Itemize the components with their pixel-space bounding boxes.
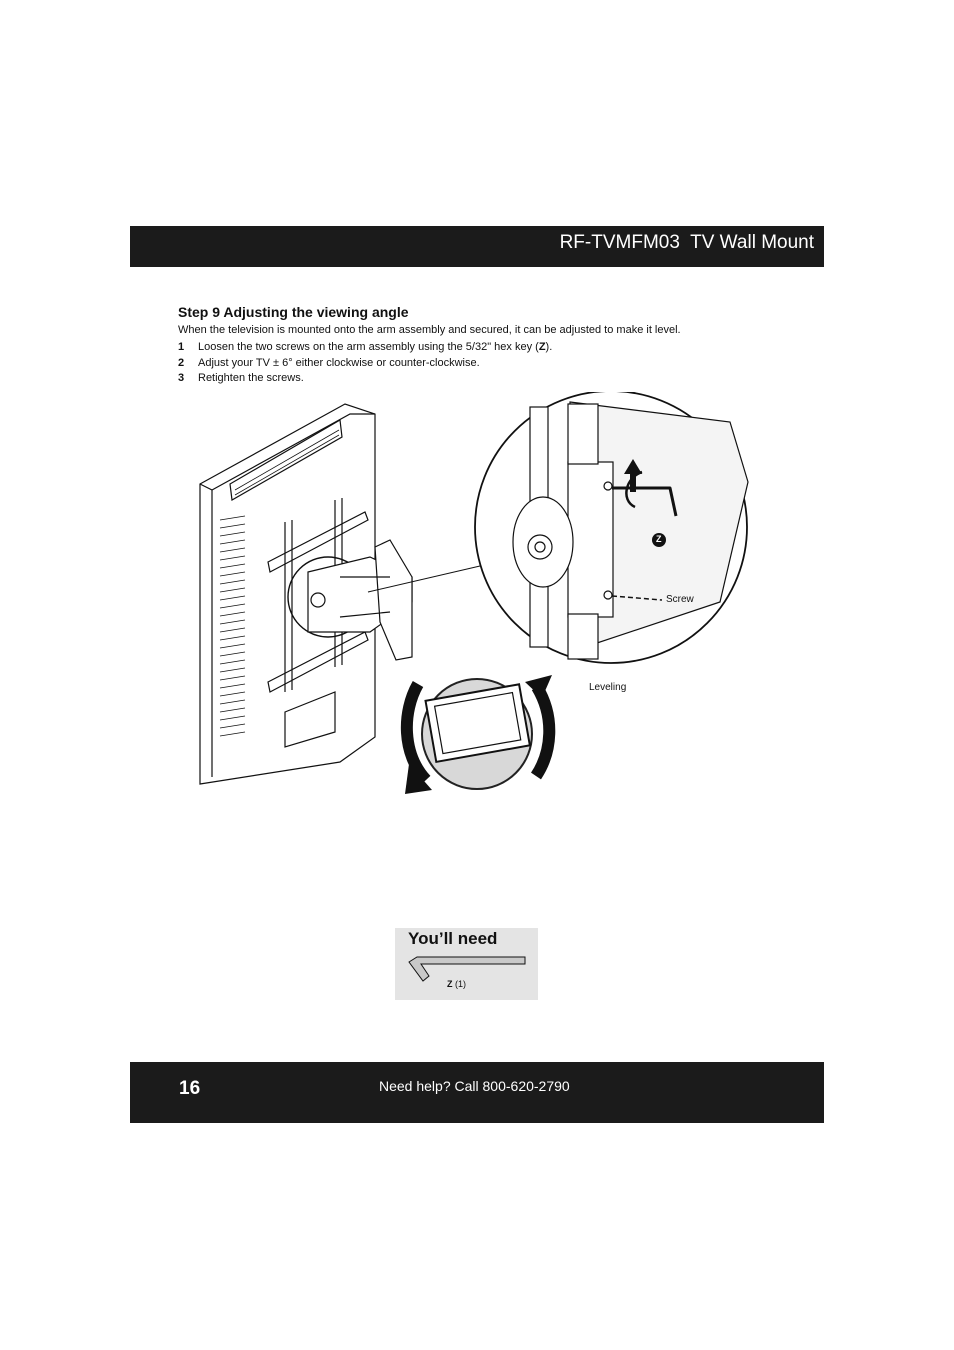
step-title: Step 9 Adjusting the viewing angle: [178, 304, 409, 320]
footer-bar: [130, 1062, 824, 1123]
mount-illustration: [190, 392, 765, 797]
step-number: 1: [178, 341, 185, 353]
callout-z-label: Z: [656, 534, 662, 544]
page-number: 16: [179, 1078, 201, 1099]
help-text: Need help? Call 800-620-2790: [379, 1078, 570, 1094]
step-text-part: ).: [545, 341, 553, 353]
zoom-detail: [475, 392, 748, 663]
hex-key-icon: [407, 954, 527, 984]
step-text-part: Loosen the two screws on the arm assembly using the 5/32" hex key (: [198, 341, 539, 353]
youll-need-box: [395, 928, 538, 1000]
leveling-label: Leveling: [589, 682, 627, 693]
step-number: 3: [178, 372, 185, 384]
youll-need-title: You’ll need: [408, 929, 498, 948]
item-qty: (1): [455, 979, 467, 989]
hex-key-ref: Z: [538, 341, 546, 353]
item-key: Z: [447, 979, 453, 989]
step-text: Retighten the screws.: [198, 372, 304, 384]
screw-label: Screw: [666, 594, 694, 605]
leveling-icon: [405, 675, 552, 794]
step-number: 2: [178, 356, 185, 369]
youll-need-item: [447, 979, 466, 989]
page-title: RF-TVMFM03 TV Wall Mount: [559, 232, 814, 253]
step-text: [198, 341, 552, 353]
header-bar: [130, 226, 824, 267]
step-text: Adjust your TV ± 6° either clockwise or counter-clockwise.: [198, 356, 480, 369]
step-intro: When the television is mounted onto the arm assembly and secured, it can be adjusted to make it level.: [178, 324, 681, 336]
tv-back-drawing: [200, 404, 412, 784]
